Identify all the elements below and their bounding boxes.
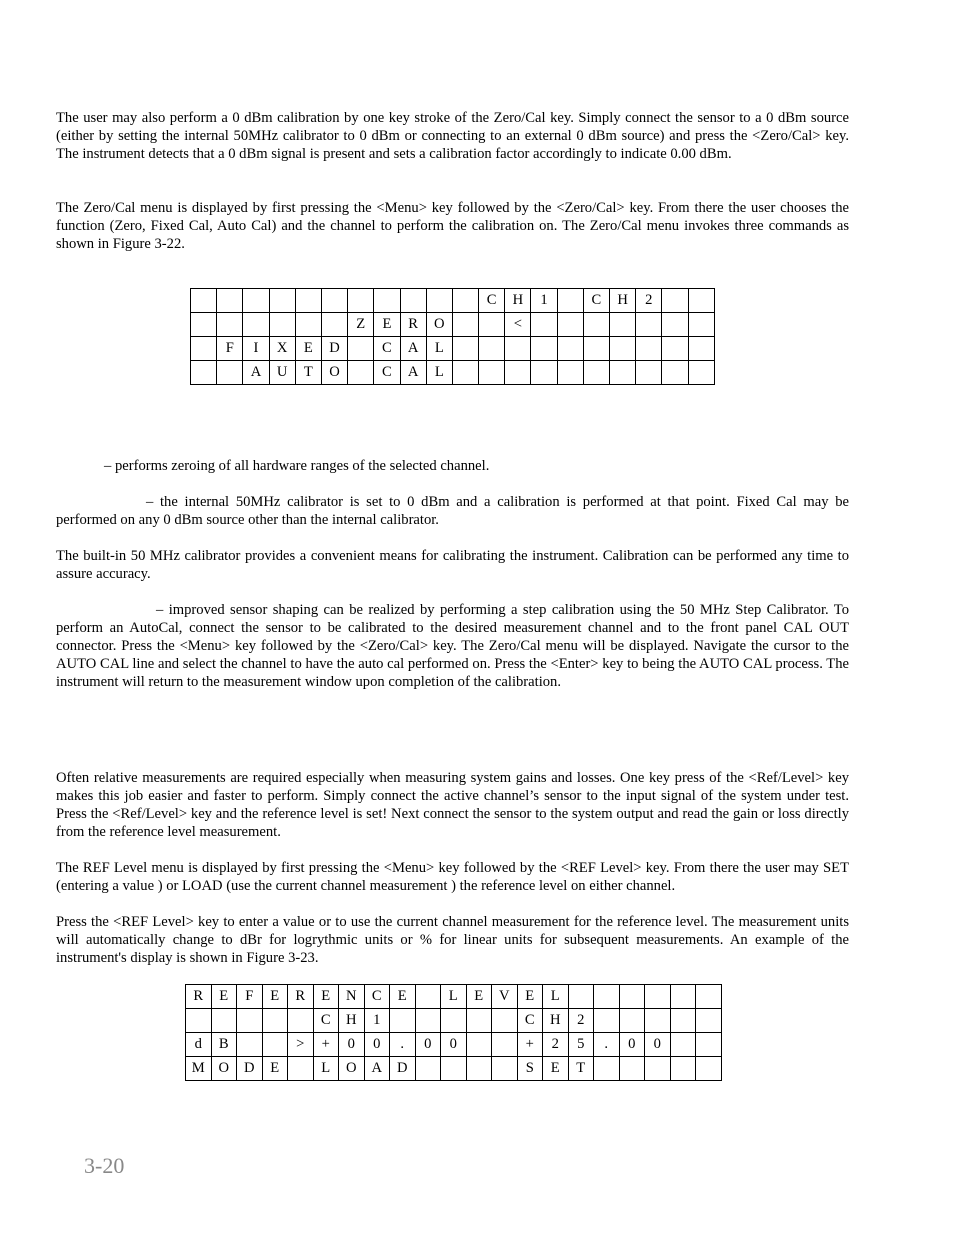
- lcd1-cell: [269, 289, 295, 313]
- lcd2-cell: [211, 1009, 237, 1033]
- lcd2-cell: B: [211, 1033, 237, 1057]
- lcd2-cell: [670, 1009, 696, 1033]
- lcd1-cell: [348, 337, 374, 361]
- lcd2-cell: 0: [339, 1033, 365, 1057]
- lcd1-cell: [243, 313, 269, 337]
- lcd2-cell: [568, 985, 594, 1009]
- lcd2-cell: 0: [415, 1033, 441, 1057]
- lcd2-cell: 0: [645, 1033, 671, 1057]
- lcd2-cell: [696, 1009, 722, 1033]
- lcd1-cell: [217, 313, 243, 337]
- lcd2-cell: [288, 1009, 314, 1033]
- lcd1-cell: [662, 361, 688, 385]
- lcd1-cell: [191, 361, 217, 385]
- lcd1-row: [191, 361, 715, 385]
- page-number: 3-20: [84, 1153, 125, 1178]
- lcd1-cell: [452, 361, 478, 385]
- lcd1-row: [191, 289, 715, 313]
- lcd1-cell: [688, 289, 714, 313]
- lcd2-cell: 1: [364, 1009, 390, 1033]
- lcd1-cell: [191, 289, 217, 313]
- lcd1-cell: A: [400, 337, 426, 361]
- paragraph-ref-level-usage: Press the <REF Level> key to enter a value or to use the current channel measurement for the reference level. The measurement units will automatically change to dBr for logrythmic units or % for linear units for subsequent measurements. An example of the instrument's display is shown in Figure 3-23.: [56, 914, 849, 966]
- lcd2-cell: D: [390, 1057, 416, 1081]
- lcd2-cell: +: [313, 1033, 339, 1057]
- lcd2-cell: 2: [568, 1009, 594, 1033]
- lcd2-cell: [696, 1033, 722, 1057]
- lcd2-cell: d: [186, 1033, 212, 1057]
- lcd2-row: [186, 1009, 722, 1033]
- lcd2-cell: L: [313, 1057, 339, 1081]
- lcd2-cell: [696, 985, 722, 1009]
- lcd1-cell: [348, 289, 374, 313]
- lcd1-cell: H: [610, 289, 636, 313]
- lcd1-cell: [688, 313, 714, 337]
- lcd2-cell: [492, 1057, 518, 1081]
- lcd1-cell: [479, 313, 505, 337]
- lcd2-cell: [466, 1009, 492, 1033]
- lcd1-cell: [295, 289, 321, 313]
- lcd1-cell: [636, 313, 662, 337]
- lcd1-cell: U: [269, 361, 295, 385]
- lcd1-cell: [557, 337, 583, 361]
- lcd2-cell: O: [339, 1057, 365, 1081]
- lcd2-cell: V: [492, 985, 518, 1009]
- paragraph-ref-level-intro: Often relative measurements are required especially when measuring system gains and losses. One key press of the <Ref/Level> key makes this job easier and faster to perform. Simply connect the active channel’s sensor to the input signal of the system under test. Press the <Ref/Level> key and the reference level is set! Next connect the sensor to the system output and read the gain or loss directly from the reference level measurement.: [56, 770, 849, 840]
- lcd1-cell: R: [400, 313, 426, 337]
- lcd2-cell: [441, 1057, 467, 1081]
- lcd1-cell: L: [426, 361, 452, 385]
- paragraph-zero-cal-intro: The user may also perform a 0 dBm calibration by one key stroke of the Zero/Cal key. Simply connect the sensor to a 0 dBm source (either by setting the internal 50MHz calibrator to 0 dBm or connecting to an external 0 dBm source) and press the <Zero/Cal> key. The instrument detects that a 0 dBm signal is present and sets a calibration factor accordingly to indicate 0.00 dBm.: [56, 110, 849, 162]
- lcd2-cell: E: [466, 985, 492, 1009]
- lcd1-cell: [479, 361, 505, 385]
- lcd2-cell: 0: [441, 1033, 467, 1057]
- lcd1-cell: [610, 337, 636, 361]
- lcd1-cell: [688, 337, 714, 361]
- lcd1-cell: [269, 313, 295, 337]
- lcd2-cell: L: [543, 985, 569, 1009]
- lcd1-cell: [400, 289, 426, 313]
- lcd2-cell: [415, 1057, 441, 1081]
- lcd1-cell: C: [583, 289, 609, 313]
- lcd1-cell: C: [374, 337, 400, 361]
- lcd1-cell: C: [374, 361, 400, 385]
- paragraph-ref-level-menu: The REF Level menu is displayed by first pressing the <Menu> key followed by the <REF Level> key. From there the user may SET (entering a value ) or LOAD (use the current channel measurement ) the reference level on either channel.: [56, 860, 849, 894]
- lcd2-cell: E: [262, 985, 288, 1009]
- lcd1-cell: 2: [636, 289, 662, 313]
- lcd2-cell: [645, 1057, 671, 1081]
- lcd2-cell: R: [186, 985, 212, 1009]
- paragraph-zero-cal-menu: The Zero/Cal menu is displayed by first pressing the <Menu> key followed by the <Zero/Cal> key. From there the user chooses the function (Zero, Fixed Cal, Auto Cal) and the channel to perform the calibration on. The Zero/Cal menu invokes three commands as shown in Figure 3-22.: [56, 200, 849, 252]
- lcd1-cell: [295, 313, 321, 337]
- lcd2-row: [186, 1033, 722, 1057]
- lcd1-cell: 1: [531, 289, 557, 313]
- lcd2-cell: .: [594, 1033, 620, 1057]
- lcd2-cell: [441, 1009, 467, 1033]
- lcd2-cell: [237, 1033, 263, 1057]
- lcd2-cell: [670, 1033, 696, 1057]
- lcd2-cell: [288, 1057, 314, 1081]
- lcd2-cell: C: [517, 1009, 543, 1033]
- lcd1-cell: <: [505, 313, 531, 337]
- lcd2-cell: [645, 985, 671, 1009]
- lcd1-cell: [688, 361, 714, 385]
- lcd2-cell: [390, 1009, 416, 1033]
- lcd1-cell: [452, 313, 478, 337]
- lcd1-cell: H: [505, 289, 531, 313]
- ref-level-display: [185, 984, 722, 1081]
- lcd1-cell: [374, 289, 400, 313]
- lcd1-cell: [583, 361, 609, 385]
- lcd1-cell: [557, 361, 583, 385]
- lcd2-cell: 0: [619, 1033, 645, 1057]
- lcd2-cell: [670, 1057, 696, 1081]
- lcd2-cell: >: [288, 1033, 314, 1057]
- lcd2-cell: [186, 1009, 212, 1033]
- lcd1-cell: [557, 313, 583, 337]
- lcd2-cell: E: [517, 985, 543, 1009]
- lcd1-cell: F: [217, 337, 243, 361]
- lcd2-cell: [594, 1057, 620, 1081]
- lcd1-cell: [583, 313, 609, 337]
- lcd1-cell: I: [243, 337, 269, 361]
- lcd2-cell: D: [237, 1057, 263, 1081]
- lcd2-cell: E: [543, 1057, 569, 1081]
- lcd1-cell: [191, 313, 217, 337]
- lcd2-cell: E: [262, 1057, 288, 1081]
- lcd1-cell: C: [479, 289, 505, 313]
- lcd1-cell: [321, 313, 347, 337]
- lcd1-cell: [426, 289, 452, 313]
- paragraph-calibrator-note: The built-in 50 MHz calibrator provides a convenient means for calibrating the instrument. Calibration can be performed any time to assure accuracy.: [56, 548, 849, 582]
- lcd2-cell: [670, 985, 696, 1009]
- lcd2-cell: C: [364, 985, 390, 1009]
- lcd2-cell: +: [517, 1033, 543, 1057]
- lcd1-cell: A: [400, 361, 426, 385]
- lcd2-cell: [492, 1033, 518, 1057]
- lcd2-cell: [619, 1009, 645, 1033]
- lcd1-cell: A: [243, 361, 269, 385]
- lcd1-cell: [636, 361, 662, 385]
- lcd1-cell: E: [295, 337, 321, 361]
- lcd2-cell: [415, 1009, 441, 1033]
- lcd2-cell: [594, 985, 620, 1009]
- lcd1-cell: X: [269, 337, 295, 361]
- lcd2-cell: 2: [543, 1033, 569, 1057]
- lcd1-cell: T: [295, 361, 321, 385]
- lcd1-cell: [662, 337, 688, 361]
- lcd2-cell: [594, 1009, 620, 1033]
- lcd2-cell: [619, 1057, 645, 1081]
- lcd2-cell: S: [517, 1057, 543, 1081]
- lcd1-cell: [662, 289, 688, 313]
- lcd1-cell: [636, 337, 662, 361]
- lcd1-row: [191, 313, 715, 337]
- lcd1-cell: [243, 289, 269, 313]
- lcd1-cell: [610, 313, 636, 337]
- lcd2-cell: N: [339, 985, 365, 1009]
- lcd2-cell: .: [390, 1033, 416, 1057]
- lcd1-cell: [452, 337, 478, 361]
- lcd2-cell: 0: [364, 1033, 390, 1057]
- paragraph-auto-cal-description: – improved sensor shaping can be realized by performing a step calibration using the 50 MHz Step Calibrator. To perform an AutoCal, connect the sensor to be calibrated to the desired measurement channel and to the front panel CAL OUT connector. Press the <Menu> key followed by the <Zero/Cal> key. The Zero/Cal menu will be displayed. Navigate the cursor to the AUTO CAL line and select the channel to have the auto cal performed on. Press the <Enter> key to being the AUTO CAL process. The instrument will return to the measurement window upon completion of the calibration.: [56, 602, 849, 690]
- lcd1-cell: O: [426, 313, 452, 337]
- paragraph-fixed-cal-description: – the internal 50MHz calibrator is set to 0 dBm and a calibration is performed at that point. Fixed Cal may be performed on any 0 dBm source other than the internal calibrator.: [56, 494, 849, 528]
- lcd1-cell: [452, 289, 478, 313]
- lcd1-cell: [531, 361, 557, 385]
- lcd2-cell: [466, 1033, 492, 1057]
- lcd2-cell: M: [186, 1057, 212, 1081]
- lcd2-cell: H: [543, 1009, 569, 1033]
- lcd1-cell: [191, 337, 217, 361]
- lcd2-cell: T: [568, 1057, 594, 1081]
- lcd1-cell: [217, 289, 243, 313]
- lcd2-cell: 5: [568, 1033, 594, 1057]
- zero-cal-menu-display: [190, 288, 715, 385]
- lcd1-cell: E: [374, 313, 400, 337]
- lcd1-cell: [479, 337, 505, 361]
- lcd2-cell: C: [313, 1009, 339, 1033]
- lcd2-cell: A: [364, 1057, 390, 1081]
- lcd1-cell: [505, 337, 531, 361]
- lcd2-cell: E: [313, 985, 339, 1009]
- lcd1-cell: [662, 313, 688, 337]
- lcd2-cell: [415, 985, 441, 1009]
- lcd1-cell: [583, 337, 609, 361]
- lcd1-cell: Z: [348, 313, 374, 337]
- lcd1-row: [191, 337, 715, 361]
- lcd1-cell: [610, 361, 636, 385]
- lcd2-cell: [619, 985, 645, 1009]
- lcd1-cell: [531, 313, 557, 337]
- lcd2-cell: [237, 1009, 263, 1033]
- lcd2-cell: [492, 1009, 518, 1033]
- lcd1-cell: [505, 361, 531, 385]
- paragraph-zero-description: – performs zeroing of all hardware ranges of the selected channel.: [104, 458, 490, 474]
- lcd1-cell: [531, 337, 557, 361]
- lcd1-cell: D: [321, 337, 347, 361]
- lcd2-cell: L: [441, 985, 467, 1009]
- lcd2-cell: E: [390, 985, 416, 1009]
- lcd1-cell: [321, 289, 347, 313]
- lcd1-cell: [217, 361, 243, 385]
- lcd2-cell: H: [339, 1009, 365, 1033]
- lcd2-cell: [466, 1057, 492, 1081]
- lcd2-cell: E: [211, 985, 237, 1009]
- lcd1-cell: O: [321, 361, 347, 385]
- lcd2-cell: [262, 1033, 288, 1057]
- lcd2-cell: O: [211, 1057, 237, 1081]
- lcd2-row: [186, 1057, 722, 1081]
- lcd2-cell: [645, 1009, 671, 1033]
- lcd1-cell: L: [426, 337, 452, 361]
- lcd2-cell: [696, 1057, 722, 1081]
- lcd1-cell: [348, 361, 374, 385]
- lcd2-cell: [262, 1009, 288, 1033]
- lcd2-row: [186, 985, 722, 1009]
- lcd2-cell: R: [288, 985, 314, 1009]
- lcd2-cell: F: [237, 985, 263, 1009]
- lcd1-cell: [557, 289, 583, 313]
